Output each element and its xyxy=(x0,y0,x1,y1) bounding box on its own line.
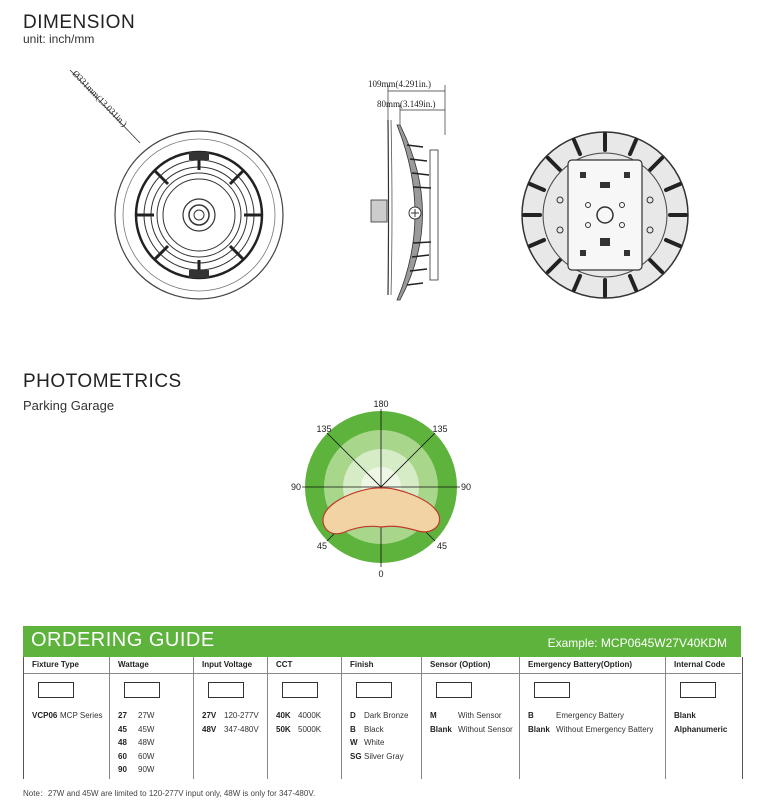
option-description: Black xyxy=(364,724,384,734)
ordering-example: Example: MCP0645W27V40KDM xyxy=(547,636,727,650)
ordering-option xyxy=(350,711,408,720)
ordering-option xyxy=(430,711,502,720)
back-view-drawing xyxy=(510,120,700,310)
ordering-note: Note：27W and 45W are limited to 120-277V input only, 48W is only for 347-480V. xyxy=(23,789,316,798)
ordering-column xyxy=(194,657,268,779)
option-code: 50K xyxy=(276,724,291,734)
option-code: B xyxy=(528,711,534,720)
polar-distribution-chart xyxy=(280,395,480,580)
option-code: Alphanumeric xyxy=(674,724,728,734)
ordering-code-box xyxy=(124,682,160,698)
ordering-code-box xyxy=(534,682,570,698)
option-description: Silver Gray xyxy=(364,751,404,761)
ordering-table xyxy=(23,657,743,779)
depth-total-label: 109mm(4.291in.) xyxy=(368,79,431,89)
ordering-column-header: Wattage xyxy=(110,657,193,674)
option-code: M xyxy=(430,711,437,720)
option-code: Blank xyxy=(528,724,550,734)
ordering-column-header: Fixture Type xyxy=(24,657,109,674)
ordering-column xyxy=(110,657,194,779)
option-description: Dark Bronze xyxy=(364,711,409,720)
ordering-option xyxy=(202,725,259,734)
ordering-option xyxy=(118,738,154,747)
ordering-option xyxy=(118,752,154,761)
ordering-column xyxy=(342,657,422,779)
ordering-guide-title: ORDERING GUIDE xyxy=(31,629,215,651)
option-description: 347-480V xyxy=(224,724,259,734)
ordering-option xyxy=(674,711,696,720)
ordering-column-header: Input Voltage xyxy=(194,657,267,674)
ordering-option xyxy=(118,725,154,734)
ordering-column-header: Emergency Battery(Option) xyxy=(520,657,665,674)
option-code: B xyxy=(350,724,356,734)
ordering-code-box xyxy=(436,682,472,698)
option-description: Emergency Battery xyxy=(556,711,625,720)
angle-label-45-right: 45 xyxy=(436,541,448,551)
option-code: 48V xyxy=(202,724,217,734)
front-view-drawing xyxy=(60,60,300,320)
ordering-column-header: CCT xyxy=(268,657,341,674)
ordering-column-header: Sensor (Option) xyxy=(422,657,519,674)
angle-label-0: 0 xyxy=(378,569,384,579)
option-description: Without Emergency Battery xyxy=(556,724,654,734)
ordering-option xyxy=(430,725,513,734)
ordering-option xyxy=(528,711,624,720)
option-code: 27V xyxy=(202,711,217,720)
ordering-option xyxy=(674,725,727,734)
ordering-column-header: Finish xyxy=(342,657,421,674)
sensor-lens xyxy=(183,199,215,231)
ordering-option xyxy=(32,711,103,720)
ordering-option xyxy=(118,711,154,720)
option-code: 48 xyxy=(118,738,127,747)
option-description: With Sensor xyxy=(458,711,502,720)
option-description: MCP Series xyxy=(60,711,103,720)
option-description: 4000K xyxy=(298,711,322,720)
ordering-option xyxy=(276,711,321,720)
ordering-column xyxy=(666,657,741,779)
option-code: 45 xyxy=(118,724,127,734)
ordering-code-box xyxy=(282,682,318,698)
option-description: Without Sensor xyxy=(458,724,513,734)
ordering-option xyxy=(202,711,259,720)
ordering-option xyxy=(528,725,653,734)
photometrics-subtitle: Parking Garage xyxy=(23,398,115,413)
depth-body-label: 80mm(3.149in.) xyxy=(377,99,436,109)
ordering-code-box xyxy=(38,682,74,698)
dimension-unit: unit: inch/mm xyxy=(23,32,95,46)
angle-label-45-left: 45 xyxy=(316,541,328,551)
option-description: 120-277V xyxy=(224,711,259,720)
ordering-option xyxy=(118,765,154,774)
driver-plate xyxy=(568,160,642,270)
ordering-guide-header xyxy=(23,626,741,657)
option-description: White xyxy=(364,738,385,747)
ordering-code-box xyxy=(680,682,716,698)
angle-label-90-right: 90 xyxy=(460,482,472,492)
option-description: 90W xyxy=(138,765,155,774)
option-code: VCP06 xyxy=(32,711,58,720)
ordering-column xyxy=(24,657,110,779)
angle-label-135-right: 135 xyxy=(432,424,448,434)
ordering-column xyxy=(422,657,520,779)
option-description: 27W xyxy=(138,711,155,720)
ordering-option xyxy=(276,725,321,734)
sensor-housing xyxy=(371,200,387,222)
option-code: SG xyxy=(350,751,362,761)
option-description: 60W xyxy=(138,751,155,761)
option-description: 5000K xyxy=(298,724,322,734)
ordering-code-box xyxy=(208,682,244,698)
ordering-column-header: Internal Code xyxy=(666,657,741,674)
option-code: 60 xyxy=(118,751,127,761)
option-code: Blank xyxy=(430,724,452,734)
option-description: 45W xyxy=(138,724,155,734)
ordering-column xyxy=(268,657,342,779)
ordering-option xyxy=(350,738,384,747)
option-code: D xyxy=(350,711,356,720)
option-code: 27 xyxy=(118,711,127,720)
diameter-label: Ø331mm(13.031in.) xyxy=(70,68,130,129)
ordering-code-box xyxy=(356,682,392,698)
option-code: W xyxy=(350,738,358,747)
angle-label-135-left: 135 xyxy=(316,424,332,434)
option-description: 48W xyxy=(138,738,155,747)
angle-label-180: 180 xyxy=(373,399,389,409)
side-view-drawing xyxy=(355,75,465,310)
angle-label-90-left: 90 xyxy=(290,482,302,492)
option-code: 40K xyxy=(276,711,291,720)
ordering-option xyxy=(350,725,384,734)
ordering-column xyxy=(520,657,666,779)
option-code: Blank xyxy=(674,711,696,720)
option-code: 90 xyxy=(118,765,127,774)
dimension-title: DIMENSION xyxy=(23,12,136,33)
photometrics-title: PHOTOMETRICS xyxy=(23,371,182,392)
ordering-option xyxy=(350,752,404,761)
